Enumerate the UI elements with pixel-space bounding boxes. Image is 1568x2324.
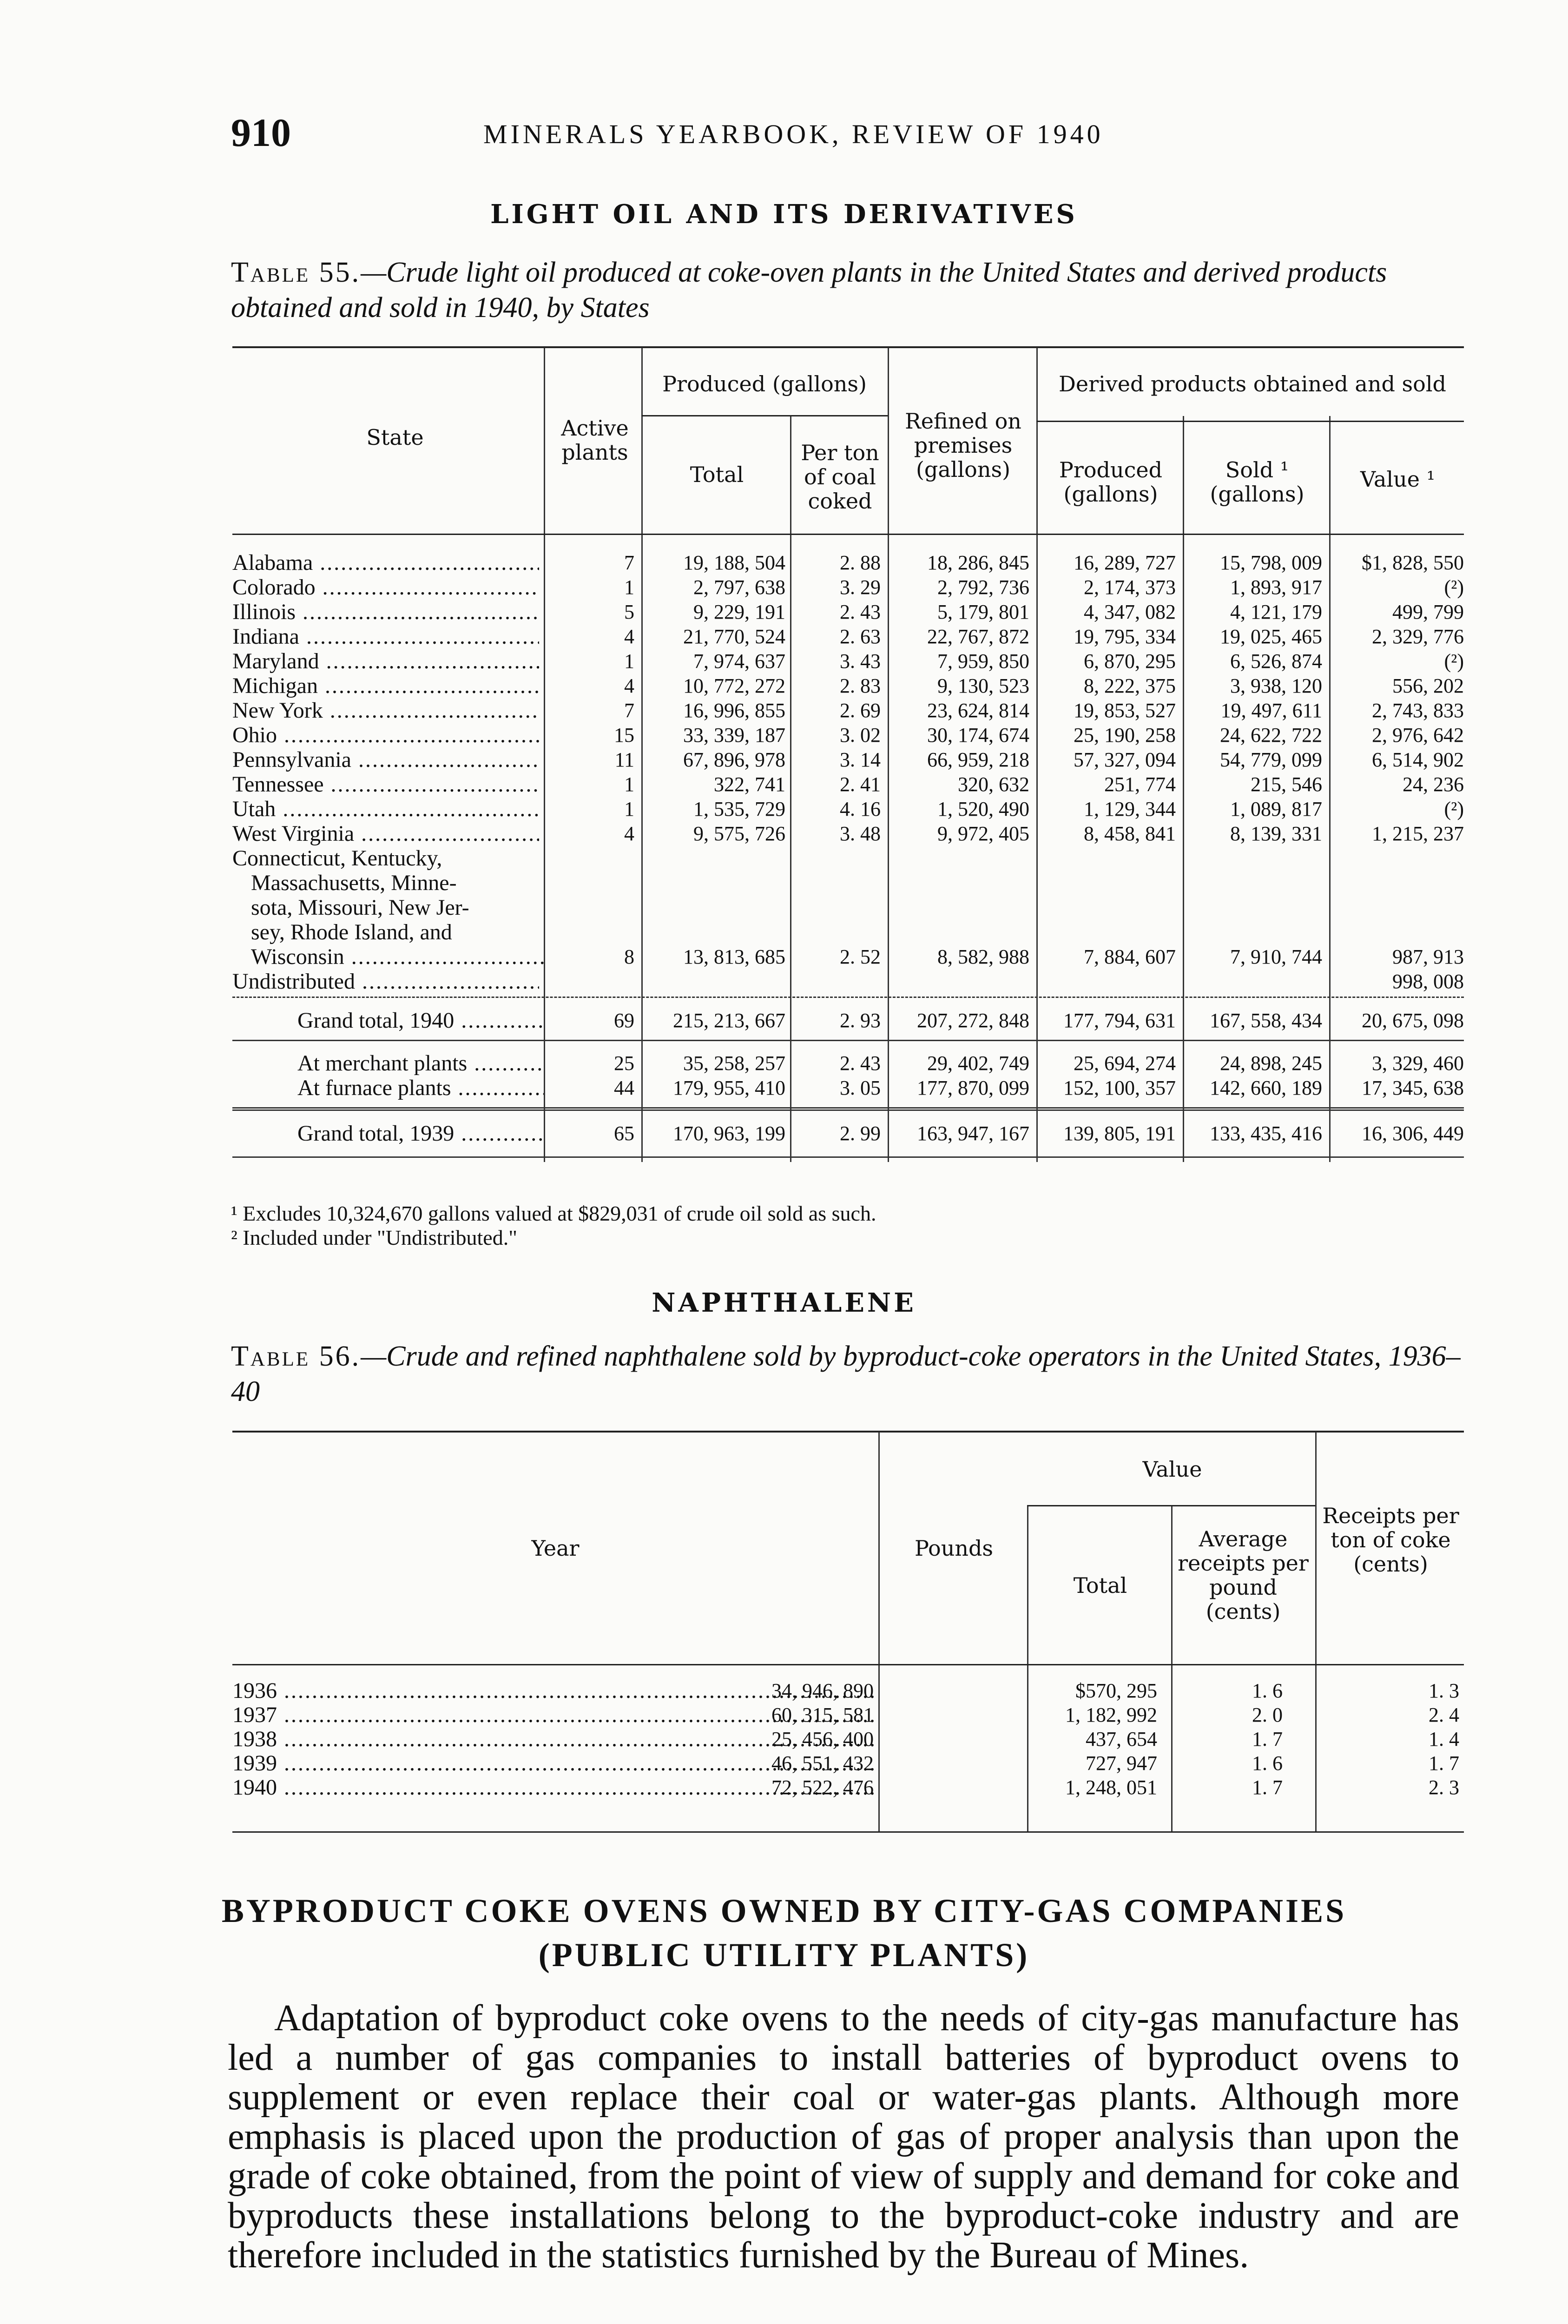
section-heading-light-oil: LIGHT OIL AND ITS DERIVATIVES <box>490 199 1078 230</box>
th-produced-gallons: Produced (gallons) <box>662 371 867 396</box>
cell-refined: 22, 767, 872 <box>927 625 1029 648</box>
th-refined: Refined on premises (gallons) <box>905 409 1021 482</box>
row-label: Indiana ..... <box>232 625 539 649</box>
cell-value: (²) <box>1444 576 1464 599</box>
cell-produced: 2, 174, 373 <box>1084 576 1176 599</box>
cell-refined: 8, 582, 988 <box>937 945 1029 968</box>
row-label: Ohio ..... <box>232 723 539 747</box>
th-year: Year <box>531 1536 580 1561</box>
row-label: Colorado ..... <box>232 575 539 600</box>
row-label: At merchant plants ..... <box>297 1051 544 1076</box>
cell-sold: 15, 798, 009 <box>1220 551 1322 574</box>
cell-total: 9, 575, 726 <box>693 822 785 845</box>
cell-value: 17, 345, 638 <box>1362 1076 1464 1099</box>
th-active-plants: Active plants <box>561 416 629 465</box>
cell-total: 170, 963, 199 <box>673 1122 785 1145</box>
th-derived-products: Derived products obtained and sold <box>1058 371 1447 396</box>
cell-total: 727, 947 <box>1086 1752 1157 1775</box>
cell-plants: 1 <box>624 650 634 673</box>
row-label: Michigan ..... <box>232 674 539 698</box>
cell-value: 998, 008 <box>1392 970 1464 993</box>
row-label-line: Connecticut, Kentucky, <box>232 846 442 871</box>
row-label: Grand total, 1939 ..... <box>297 1122 544 1146</box>
cell-refined: 18, 286, 845 <box>927 551 1029 574</box>
table55-title: —Crude light oil produced at coke-oven plants in the United States and derived products obtained and sold in 1940, by States <box>231 257 1387 324</box>
cell-plants: 11 <box>614 748 634 771</box>
section-heading-city-gas: BYPRODUCT COKE OVENS OWNED BY CITY-GAS COMPANIES <box>221 1892 1347 1929</box>
cell-sold: 8, 139, 331 <box>1230 822 1322 845</box>
cell-sold: 4, 121, 179 <box>1230 601 1322 623</box>
cell-plants: 25 <box>614 1052 634 1075</box>
cell-total: 67, 896, 978 <box>683 748 785 771</box>
cell-total: 2, 797, 638 <box>693 576 785 599</box>
cell-avg: 1. 6 <box>1252 1679 1283 1702</box>
cell-receipts: 1. 3 <box>1429 1679 1459 1702</box>
cell-plants: 7 <box>624 699 634 722</box>
row-label: West Virginia ..... <box>232 822 539 846</box>
cell-value: 556, 202 <box>1392 674 1464 697</box>
cell-sold: 24, 898, 245 <box>1220 1052 1322 1075</box>
year-label: 1940 ..... <box>232 1776 874 1800</box>
cell-total: 10, 772, 272 <box>683 674 785 697</box>
cell-total: 9, 229, 191 <box>693 601 785 623</box>
body-paragraph: Adaptation of byproduct coke ovens to the needs of city-gas manufacture has led a number of gas companies to install batteries of byproduct ovens to supplement or even replace their coal or water-gas plants. Although more emphasis is placed upon the production of gas of proper analysis than upon the grade of coke obtained, from the point of view of supply and demand for coke and byproducts these installations belong to the byproduct-coke industry and are therefore included in the statistics furnished by the Bureau of Mines. <box>228 1998 1459 2276</box>
cell-produced: 152, 100, 357 <box>1063 1076 1176 1099</box>
year-label: 1938 ..... <box>232 1727 874 1751</box>
cell-value: 3, 329, 460 <box>1372 1052 1464 1075</box>
cell-value: (²) <box>1444 650 1464 673</box>
row-label: New York ..... <box>232 699 539 723</box>
table55-label: Table 55. <box>231 257 361 288</box>
cell-pounds: 46, 551, 432 <box>771 1752 874 1775</box>
footnote-1: ¹ Excludes 10,324,670 gallons valued at $829,031 of crude oil sold as such. <box>231 1202 876 1225</box>
cell-plants: 1 <box>624 576 634 599</box>
cell-refined: 66, 959, 218 <box>927 748 1029 771</box>
cell-per-ton: 2. 63 <box>840 625 881 648</box>
cell-total: 13, 813, 685 <box>683 945 785 968</box>
cell-sold: 142, 660, 189 <box>1210 1076 1322 1099</box>
cell-pounds: 25, 456, 400 <box>771 1728 874 1750</box>
cell-sold: 19, 497, 611 <box>1220 699 1322 722</box>
th-value-total: Total <box>1073 1573 1127 1598</box>
table56-title: —Crude and refined naphthalene sold by byproduct-coke operators in the United States, 1936–40 <box>231 1340 1461 1407</box>
th-value-group: Value <box>1142 1457 1202 1482</box>
cell-total: 35, 258, 257 <box>683 1052 785 1075</box>
cell-produced: 4, 347, 082 <box>1084 601 1176 623</box>
cell-refined: 23, 624, 814 <box>927 699 1029 722</box>
cell-total: 215, 213, 667 <box>673 1009 785 1032</box>
cell-plants: 69 <box>614 1009 634 1032</box>
cell-pounds: 60, 315, 581 <box>771 1703 874 1726</box>
cell-refined: 177, 870, 099 <box>917 1076 1029 1099</box>
cell-pounds: 72, 522, 476 <box>771 1776 874 1799</box>
cell-avg: 2. 0 <box>1252 1703 1283 1726</box>
cell-per-ton: 2. 41 <box>840 773 881 796</box>
cell-plants: 7 <box>624 551 634 574</box>
cell-value: 499, 799 <box>1392 601 1464 623</box>
cell-value: 987, 913 <box>1392 945 1464 968</box>
cell-total: 19, 188, 504 <box>683 551 785 574</box>
row-label: Illinois ..... <box>232 600 539 624</box>
cell-value: 24, 236 <box>1403 773 1464 796</box>
cell-value: 1, 215, 237 <box>1372 822 1464 845</box>
cell-refined: 9, 972, 405 <box>937 822 1029 845</box>
cell-plants: 65 <box>614 1122 634 1145</box>
cell-total: 179, 955, 410 <box>673 1076 785 1099</box>
cell-plants: 4 <box>624 674 634 697</box>
footnote-2: ² Included under "Undistributed." <box>231 1226 517 1249</box>
cell-plants: 1 <box>624 798 634 820</box>
cell-total: 1, 182, 992 <box>1065 1703 1157 1726</box>
th-pounds: Pounds <box>914 1536 994 1561</box>
cell-produced: 25, 190, 258 <box>1074 724 1176 746</box>
cell-avg: 1. 7 <box>1252 1728 1283 1750</box>
th-per-ton: Per ton of coal coked <box>801 440 879 514</box>
cell-per-ton: 2. 43 <box>840 1052 881 1075</box>
cell-produced: 6, 870, 295 <box>1084 650 1176 673</box>
cell-plants: 4 <box>624 625 634 648</box>
row-label-line: sota, Missouri, New Jer- <box>251 896 469 920</box>
row-label: Grand total, 1940 ..... <box>297 1009 544 1033</box>
table56-label: Table 56. <box>231 1340 361 1372</box>
th-state: State <box>366 425 424 450</box>
cell-refined: 30, 174, 674 <box>927 724 1029 746</box>
cell-receipts: 2. 4 <box>1429 1703 1459 1726</box>
cell-plants: 4 <box>624 822 634 845</box>
cell-refined: 1, 520, 490 <box>937 798 1029 820</box>
cell-total: 21, 770, 524 <box>683 625 785 648</box>
cell-per-ton: 2. 69 <box>840 699 881 722</box>
cell-refined: 2, 792, 736 <box>937 576 1029 599</box>
cell-plants: 15 <box>614 724 634 746</box>
row-label: Undistributed ..... <box>232 970 539 994</box>
cell-avg: 1. 7 <box>1252 1776 1283 1799</box>
row-label-line: Massachusetts, Minne- <box>251 871 457 895</box>
cell-per-ton: 4. 16 <box>840 798 881 820</box>
cell-per-ton: 2. 88 <box>840 551 881 574</box>
row-label: Alabama ..... <box>232 551 539 575</box>
cell-per-ton: 3. 02 <box>840 724 881 746</box>
cell-value: $1, 828, 550 <box>1362 551 1464 574</box>
section-subheading-public-utility: (PUBLIC UTILITY PLANTS) <box>538 1936 1030 1974</box>
cell-sold: 1, 089, 817 <box>1230 798 1322 820</box>
cell-plants: 1 <box>624 773 634 796</box>
cell-produced: 19, 853, 527 <box>1074 699 1176 722</box>
cell-refined: 29, 402, 749 <box>927 1052 1029 1075</box>
cell-per-ton: 2. 83 <box>840 674 881 697</box>
cell-total: 16, 996, 855 <box>683 699 785 722</box>
cell-per-ton: 3. 43 <box>840 650 881 673</box>
cell-per-ton: 2. 99 <box>840 1122 881 1145</box>
row-label: Tennessee ..... <box>232 772 539 797</box>
row-label: At furnace plants ..... <box>297 1076 544 1100</box>
table55-caption <box>231 255 1463 325</box>
cell-produced: 251, 774 <box>1104 773 1176 796</box>
cell-sold: 6, 526, 874 <box>1230 650 1322 673</box>
cell-plants: 8 <box>624 945 634 968</box>
cell-total: 1, 535, 729 <box>693 798 785 820</box>
th-receipts-per-ton: Receipts per ton of coke (cents) <box>1322 1503 1459 1577</box>
th-value: Value ¹ <box>1360 467 1436 492</box>
row-label: Pennsylvania ..... <box>232 748 539 772</box>
cell-value: 20, 675, 098 <box>1362 1009 1464 1032</box>
cell-refined: 207, 272, 848 <box>917 1009 1029 1032</box>
cell-refined: 320, 632 <box>958 773 1029 796</box>
cell-per-ton: 3. 14 <box>840 748 881 771</box>
cell-value: 2, 743, 833 <box>1372 699 1464 722</box>
cell-total: 437, 654 <box>1086 1728 1157 1750</box>
cell-produced: 1, 129, 344 <box>1084 798 1176 820</box>
cell-receipts: 1. 4 <box>1429 1728 1459 1750</box>
cell-value: 16, 306, 449 <box>1362 1122 1464 1145</box>
cell-refined: 5, 179, 801 <box>937 601 1029 623</box>
cell-pounds: 34, 946, 890 <box>771 1679 874 1702</box>
cell-per-ton: 2. 52 <box>840 945 881 968</box>
cell-produced: 57, 327, 094 <box>1074 748 1176 771</box>
cell-sold: 1, 893, 917 <box>1230 576 1322 599</box>
cell-total: 1, 248, 051 <box>1065 1776 1157 1799</box>
page-number: 910 <box>231 110 291 155</box>
cell-total: 7, 974, 637 <box>693 650 785 673</box>
cell-plants: 5 <box>624 601 634 623</box>
cell-sold: 3, 938, 120 <box>1230 674 1322 697</box>
cell-per-ton: 2. 43 <box>840 601 881 623</box>
cell-per-ton: 3. 48 <box>840 822 881 845</box>
year-label: 1936 ..... <box>232 1679 874 1703</box>
table56-caption <box>231 1339 1463 1409</box>
cell-value: 2, 329, 776 <box>1372 625 1464 648</box>
cell-sold: 24, 622, 722 <box>1220 724 1322 746</box>
cell-sold: 54, 779, 099 <box>1220 748 1322 771</box>
cell-per-ton: 3. 29 <box>840 576 881 599</box>
cell-value: (²) <box>1444 798 1464 820</box>
cell-receipts: 1. 7 <box>1429 1752 1459 1775</box>
cell-refined: 7, 959, 850 <box>937 650 1029 673</box>
row-label-line: sey, Rhode Island, and <box>251 920 452 944</box>
year-label: 1937 ..... <box>232 1703 874 1727</box>
th-avg-receipts: Average receipts per pound (cents) <box>1178 1526 1309 1624</box>
cell-refined: 9, 130, 523 <box>937 674 1029 697</box>
cell-value: 6, 514, 902 <box>1372 748 1464 771</box>
cell-produced: 139, 805, 191 <box>1063 1122 1176 1145</box>
cell-produced: 16, 289, 727 <box>1074 551 1176 574</box>
section-heading-naphthalene: NAPHTHALENE <box>652 1287 916 1318</box>
cell-avg: 1. 6 <box>1252 1752 1283 1775</box>
cell-receipts: 2. 3 <box>1429 1776 1459 1799</box>
th-total: Total <box>690 462 744 487</box>
cell-sold: 167, 558, 434 <box>1210 1009 1322 1032</box>
cell-total: 322, 741 <box>714 773 785 796</box>
cell-produced: 25, 694, 274 <box>1074 1052 1176 1075</box>
year-label: 1939 ..... <box>232 1751 874 1776</box>
row-label: Utah ..... <box>232 797 539 821</box>
th-derived-produced: Produced (gallons) <box>1059 457 1163 507</box>
cell-produced: 8, 222, 375 <box>1084 674 1176 697</box>
cell-sold: 215, 546 <box>1251 773 1322 796</box>
cell-total: $570, 295 <box>1075 1679 1157 1702</box>
th-sold: Sold ¹ (gallons) <box>1210 457 1304 507</box>
row-label-line: Wisconsin ..... <box>251 945 544 969</box>
cell-per-ton: 3. 05 <box>840 1076 881 1099</box>
cell-sold: 133, 435, 416 <box>1210 1122 1322 1145</box>
running-title: MINERALS YEARBOOK, REVIEW OF 1940 <box>483 119 1104 149</box>
cell-total: 33, 339, 187 <box>683 724 785 746</box>
cell-per-ton: 2. 93 <box>840 1009 881 1032</box>
cell-produced: 177, 794, 631 <box>1063 1009 1176 1032</box>
cell-produced: 7, 884, 607 <box>1084 945 1176 968</box>
cell-produced: 19, 795, 334 <box>1074 625 1176 648</box>
cell-sold: 7, 910, 744 <box>1230 945 1322 968</box>
cell-value: 2, 976, 642 <box>1372 724 1464 746</box>
cell-produced: 8, 458, 841 <box>1084 822 1176 845</box>
row-label: Maryland ..... <box>232 649 539 673</box>
cell-plants: 44 <box>614 1076 634 1099</box>
cell-sold: 19, 025, 465 <box>1220 625 1322 648</box>
cell-refined: 163, 947, 167 <box>917 1122 1029 1145</box>
